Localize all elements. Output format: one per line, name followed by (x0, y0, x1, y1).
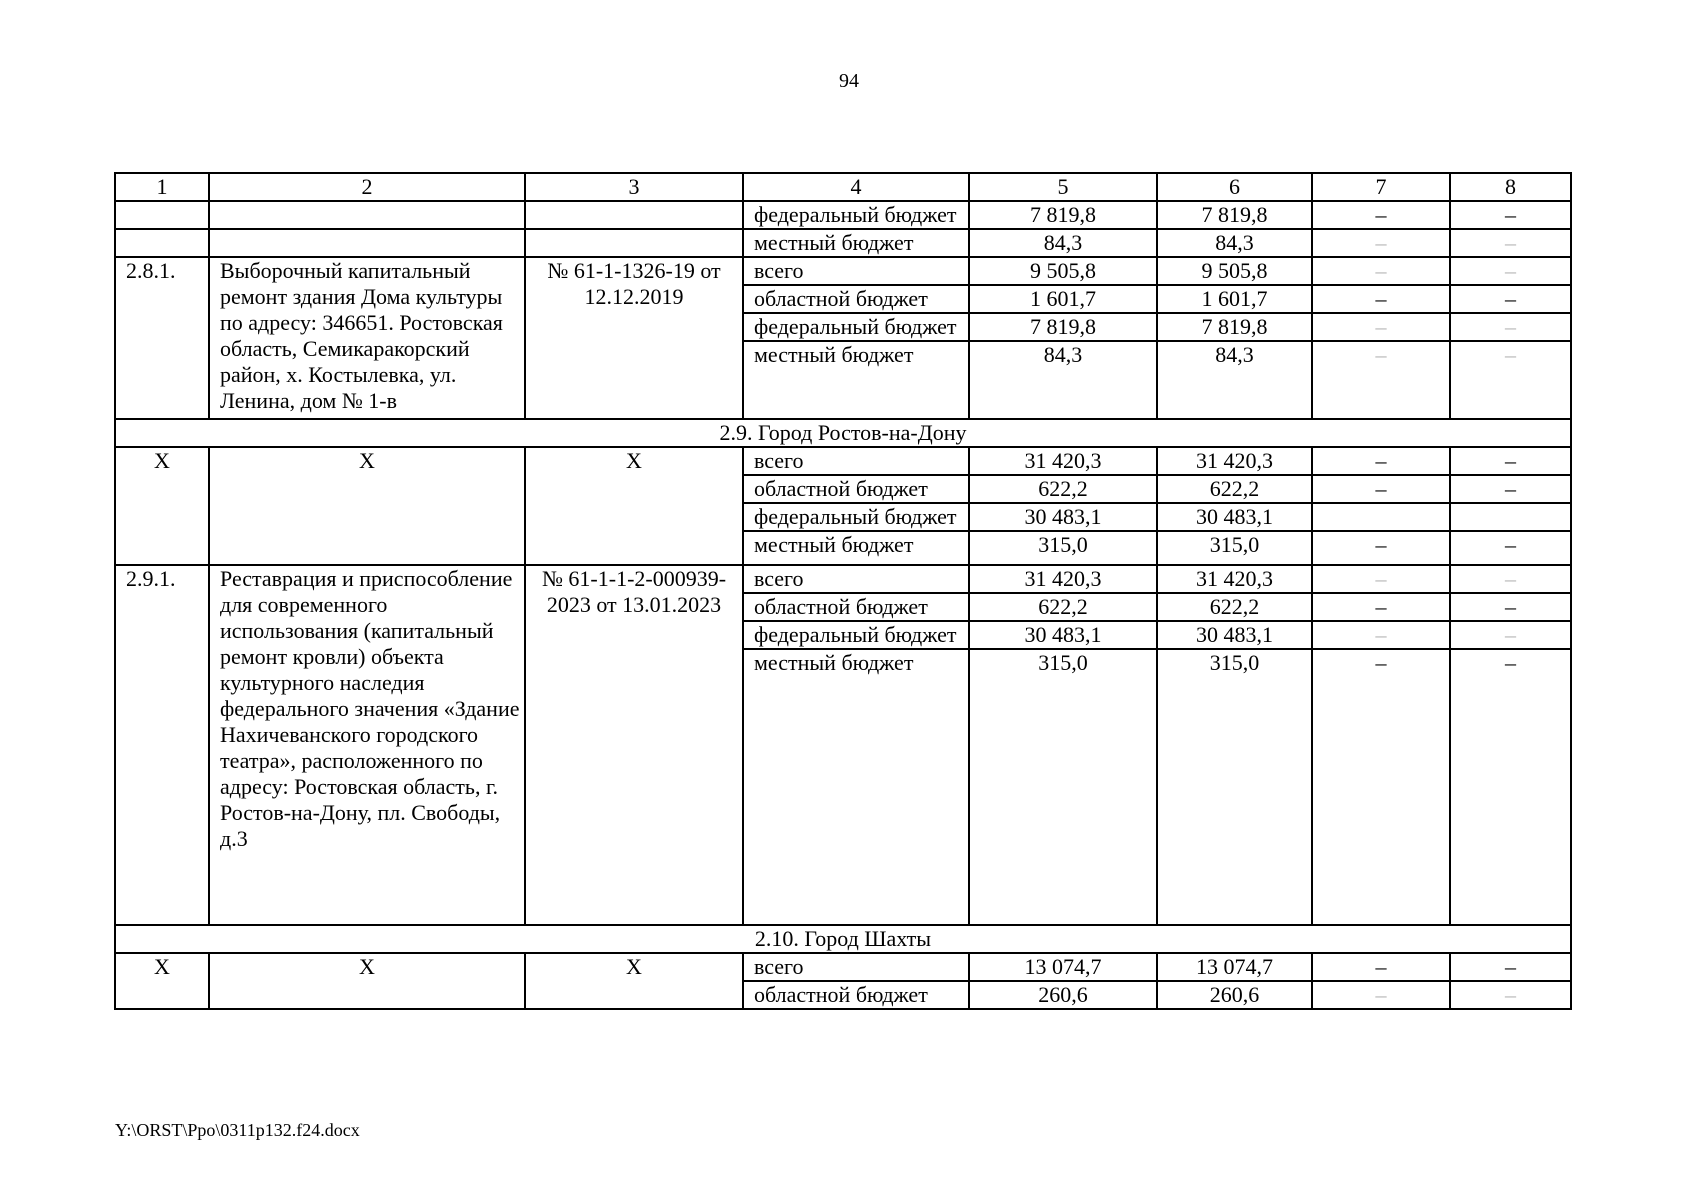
amount-col6: 1 601,7 (1157, 285, 1312, 313)
column-number-header (115, 173, 1571, 201)
amount-col5: 622,2 (969, 593, 1157, 621)
file-path-footer: Y:\ORST\Ppo\0311p132.f24.docx (115, 1120, 360, 1140)
funding-source: всего (743, 953, 969, 981)
table-row (115, 229, 1571, 257)
item-document: Х (525, 447, 743, 565)
item-document: № 61-1-1326-19 от 12.12.2019 (525, 257, 743, 419)
amount-col5: 315,0 (969, 649, 1157, 925)
amount-col7: – (1312, 257, 1450, 285)
amount-col5: 7 819,8 (969, 313, 1157, 341)
amount-col6: 315,0 (1157, 531, 1312, 565)
item-name (209, 201, 525, 229)
amount-col8: – (1450, 475, 1571, 503)
amount-col7: – (1312, 341, 1450, 419)
item-document (525, 229, 743, 257)
amount-col8 (1450, 503, 1571, 531)
amount-col8: – (1450, 257, 1571, 285)
amount-col8: – (1450, 285, 1571, 313)
item-name: Х (209, 447, 525, 565)
amount-col6: 7 819,8 (1157, 313, 1312, 341)
amount-col7: – (1312, 565, 1450, 593)
amount-col7 (1312, 503, 1450, 531)
funding-source: областной бюджет (743, 981, 969, 1009)
funding-source: федеральный бюджет (743, 503, 969, 531)
amount-col5: 7 819,8 (969, 201, 1157, 229)
amount-col5: 13 074,7 (969, 953, 1157, 981)
amount-col8: – (1450, 341, 1571, 419)
header-cell: 1 (115, 173, 209, 201)
header-cell: 8 (1450, 173, 1571, 201)
funding-source: всего (743, 565, 969, 593)
amount-col6: 31 420,3 (1157, 447, 1312, 475)
item-name: Выборочный капитальный ремонт здания Дома культуры по адресу: 346651. Ростовская область, Семикаракорский район, х. Костылевка, ул. Ленина, дом № 1-в (209, 257, 525, 419)
item-name: Реставрация и приспособление для современного использования (капитальный ремонт кровли) объекта культурного наследия федерального значения «Здание Нахичеванского городского театра», расположенного по адресу: Ростовская область, г. Ростов-на-Дону, пл. Свободы, д.3 (209, 565, 525, 925)
amount-col6: 315,0 (1157, 649, 1312, 925)
amount-col8: – (1450, 953, 1571, 981)
item-name: Х (209, 953, 525, 1009)
amount-col6: 622,2 (1157, 475, 1312, 503)
page-number: 94 (839, 70, 859, 92)
amount-col7: – (1312, 649, 1450, 925)
amount-col7: – (1312, 447, 1450, 475)
amount-col7: – (1312, 953, 1450, 981)
amount-col7: – (1312, 621, 1450, 649)
item-number: Х (115, 953, 209, 1009)
item-number: 2.8.1. (115, 257, 209, 419)
amount-col8: – (1450, 531, 1571, 565)
amount-col7: – (1312, 313, 1450, 341)
amount-col6: 84,3 (1157, 341, 1312, 419)
amount-col7: – (1312, 285, 1450, 313)
amount-col7: – (1312, 593, 1450, 621)
funding-source: федеральный бюджет (743, 201, 969, 229)
amount-col7: – (1312, 475, 1450, 503)
amount-col8: – (1450, 649, 1571, 925)
amount-col8: – (1450, 201, 1571, 229)
amount-col8: – (1450, 593, 1571, 621)
funding-source: всего (743, 447, 969, 475)
funding-source: местный бюджет (743, 531, 969, 565)
item-document: Х (525, 953, 743, 1009)
item-number (115, 229, 209, 257)
table-row (115, 565, 1571, 593)
amount-col7: – (1312, 531, 1450, 565)
budget-table (114, 172, 1572, 1010)
table-row (115, 257, 1571, 285)
amount-col5: 1 601,7 (969, 285, 1157, 313)
header-cell: 2 (209, 173, 525, 201)
amount-col5: 84,3 (969, 341, 1157, 419)
header-cell: 3 (525, 173, 743, 201)
funding-source: местный бюджет (743, 229, 969, 257)
amount-col6: 30 483,1 (1157, 503, 1312, 531)
amount-col6: 31 420,3 (1157, 565, 1312, 593)
amount-col6: 84,3 (1157, 229, 1312, 257)
section-title: 2.10. Город Шахты (115, 925, 1571, 953)
amount-col7: – (1312, 201, 1450, 229)
amount-col8: – (1450, 447, 1571, 475)
section-title: 2.9. Город Ростов-на-Дону (115, 419, 1571, 447)
item-number (115, 201, 209, 229)
amount-col5: 315,0 (969, 531, 1157, 565)
amount-col5: 622,2 (969, 475, 1157, 503)
item-document (525, 201, 743, 229)
item-number: 2.9.1. (115, 565, 209, 925)
funding-source: всего (743, 257, 969, 285)
amount-col5: 84,3 (969, 229, 1157, 257)
amount-col5: 31 420,3 (969, 447, 1157, 475)
table-row (115, 201, 1571, 229)
amount-col6: 260,6 (1157, 981, 1312, 1009)
header-cell: 7 (1312, 173, 1450, 201)
header-cell: 6 (1157, 173, 1312, 201)
amount-col8: – (1450, 621, 1571, 649)
amount-col6: 30 483,1 (1157, 621, 1312, 649)
amount-col8: – (1450, 981, 1571, 1009)
item-document: № 61-1-1-2-000939-2023 от 13.01.2023 (525, 565, 743, 925)
amount-col5: 30 483,1 (969, 503, 1157, 531)
amount-col6: 13 074,7 (1157, 953, 1312, 981)
amount-col6: 7 819,8 (1157, 201, 1312, 229)
funding-source: местный бюджет (743, 341, 969, 419)
amount-col5: 30 483,1 (969, 621, 1157, 649)
amount-col8: – (1450, 565, 1571, 593)
item-name (209, 229, 525, 257)
amount-col8: – (1450, 229, 1571, 257)
funding-source: областной бюджет (743, 593, 969, 621)
section-row (115, 925, 1571, 953)
amount-col6: 9 505,8 (1157, 257, 1312, 285)
funding-source: федеральный бюджет (743, 621, 969, 649)
section-row (115, 419, 1571, 447)
amount-col5: 9 505,8 (969, 257, 1157, 285)
amount-col7: – (1312, 229, 1450, 257)
table-row (115, 447, 1571, 475)
table-row (115, 953, 1571, 981)
funding-source: местный бюджет (743, 649, 969, 925)
amount-col8: – (1450, 313, 1571, 341)
header-cell: 5 (969, 173, 1157, 201)
item-number: Х (115, 447, 209, 565)
funding-source: областной бюджет (743, 475, 969, 503)
amount-col5: 31 420,3 (969, 565, 1157, 593)
funding-source: областной бюджет (743, 285, 969, 313)
amount-col7: – (1312, 981, 1450, 1009)
funding-source: федеральный бюджет (743, 313, 969, 341)
header-cell: 4 (743, 173, 969, 201)
amount-col5: 260,6 (969, 981, 1157, 1009)
amount-col6: 622,2 (1157, 593, 1312, 621)
